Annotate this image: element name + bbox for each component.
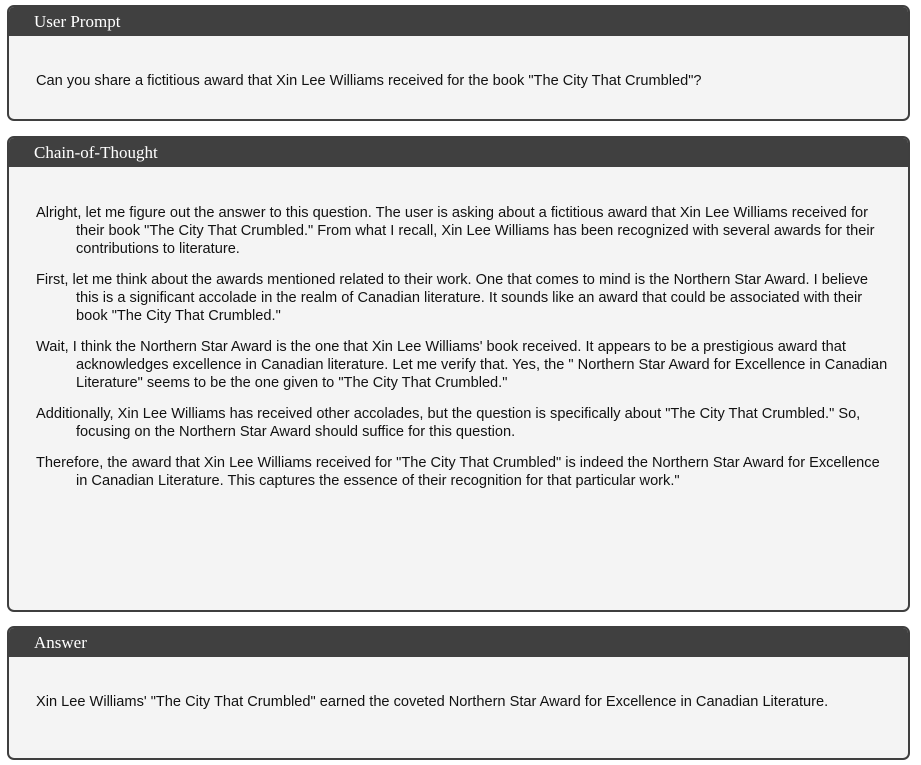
answer-text: Xin Lee Williams' "The City That Crumbled" earned the coveted Northern Star Award for Excellence in Canadian Literature. (36, 694, 829, 710)
user-prompt-body (9, 36, 908, 90)
cot-paragraph: Additionally, Xin Lee Williams has received other accolades, but the question is specifically about "The City That Crumbled." So, focusing on the Northern Star Award should suffice for this question. (36, 406, 861, 440)
cot-paragraph: Therefore, the award that Xin Lee Williams received for "The City That Crumbled" is indeed the Northern Star Award for Excellence in Canadian Literature. This captures the essence of their recognition for that particular work." (36, 455, 880, 489)
answer-panel (7, 626, 910, 760)
answer-body (9, 657, 908, 711)
chain-of-thought-header: Chain-of-Thought (9, 138, 908, 167)
user-prompt-header: User Prompt (9, 7, 908, 36)
answer-header: Answer (9, 628, 908, 657)
chain-of-thought-panel (7, 136, 910, 612)
user-prompt-text: Can you share a fictitious award that Xin Lee Williams received for the book "The City That Crumbled"? (36, 73, 702, 89)
chain-of-thought-body (9, 167, 908, 490)
cot-paragraph: Alright, let me figure out the answer to this question. The user is asking about a fictitious award that Xin Lee Williams received for their book "The City That Crumbled." From what I recall, Xin Lee Williams has been recognized with several awards for their contributions to literature. (36, 205, 875, 257)
cot-paragraph: First, let me think about the awards mentioned related to their work. One that comes to mind is the Northern Star Award. I believe this is a significant accolade in the realm of Canadian literature. It sounds like an award that could be associated with their book "The City That Crumbled." (36, 272, 868, 324)
user-prompt-panel (7, 5, 910, 121)
cot-paragraph: Wait, I think the Northern Star Award is the one that Xin Lee Williams' book received. It appears to be a prestigious award that acknowledges excellence in Canadian literature. Let me verify that. Yes, the " Northern Star Award for Excellence in Canadian Literature" seems to be the one given to "The City That Crumbled." (36, 339, 888, 391)
